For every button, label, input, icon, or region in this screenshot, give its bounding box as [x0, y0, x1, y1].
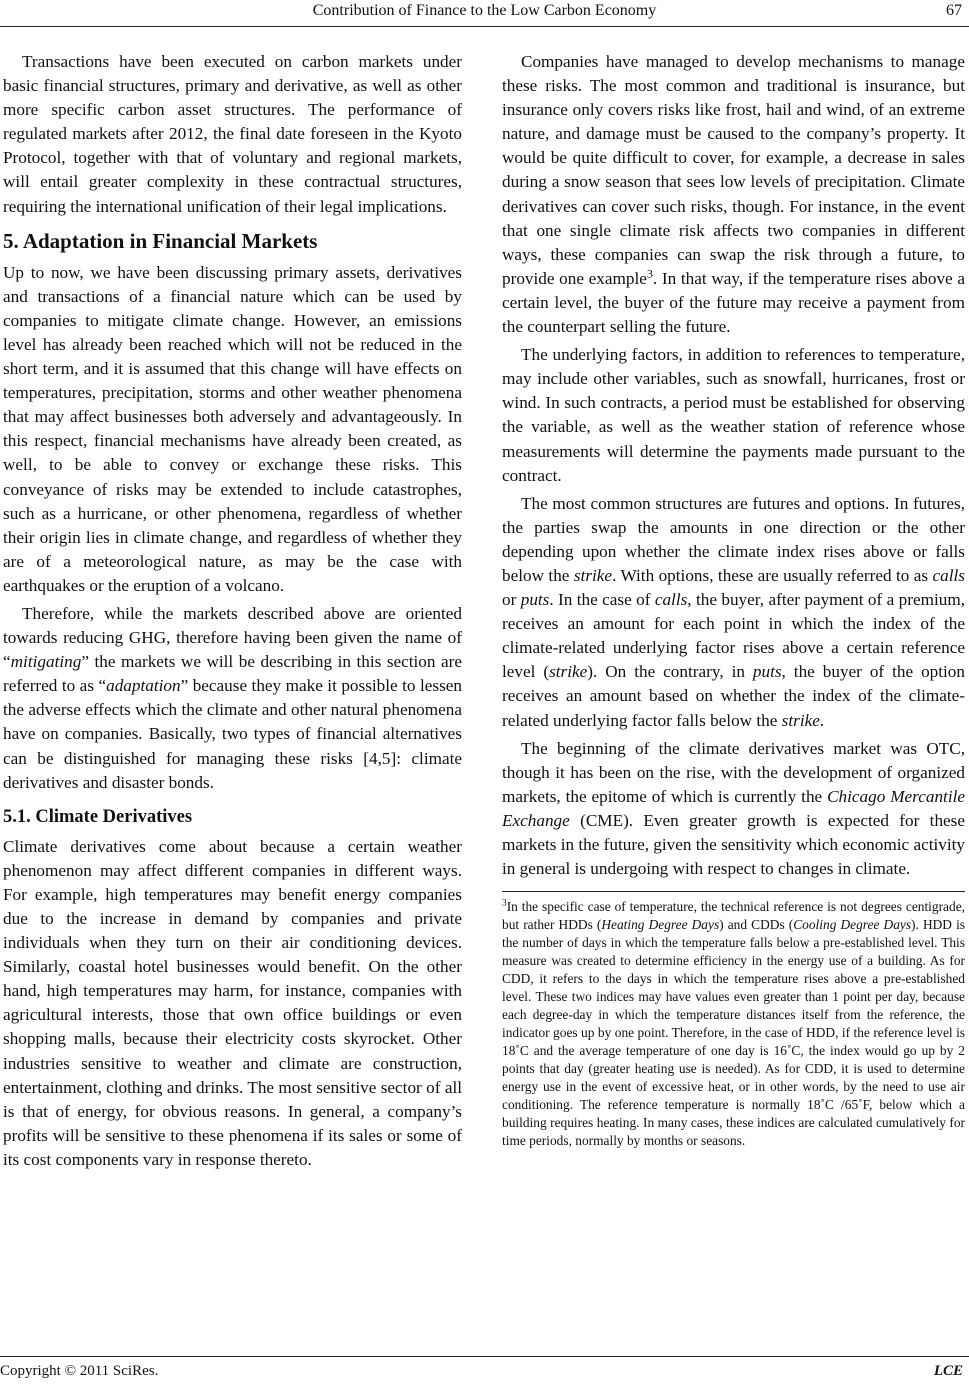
journal-abbreviation: LCE	[933, 1363, 963, 1379]
footnote-marker: 3	[502, 898, 507, 909]
paragraph-climate-derivatives: Climate derivatives come about because a certain weather phenomenon may affect different companies in different ways. For example, high temperatures may benefit energy companies due to the increase in demand by companies and private individuals when they turn on their air conditioning devices. Similarly, coastal hotel businesses would benefit. On the other hand, high temperatures may harm, for instance, companies with agricultural interests, those that own office buildings or even shopping malls, because their electricity costs skyrocket. Other industries sensitive to weather and climate are construction, entertainment, clothing and drinks. The most sensitive sector of all is that of energy, for obvious reasons. In general, a company’s profits will be sensitive to these phenomena if its sales or some of its cost components vary in response thereto.	[3, 836, 462, 1169]
footnote: $^3$In the specific case of temperature, the technical reference is not degrees centigrade, but rather HDDs (Heating Degree Days) and CDDs (Cooling Degree Days). HDD is the number of days in which the temperature falls below a pre-established level. This measure was created to determine efficiency in the energy use of a building. As for CDD, it refers to the days in which the temperature rises above a pre-established level. These two indices may have values even greater than 1 point per day, because each degree-day in which the temperature distances itself from the reference, the indicator goes up by one point. Therefore, in the case of HDD, if the reference level is 18˚C and the average temperature of one day is 16˚C, the index would go up by 2 points that day (greater heating use is needed). As for CDD, it is used to determine energy use in the event of excessive heat, or in other words, by the need to use air conditioning. The reference temperature is normally 18˚C /65˚F, below which a building requires heating. In many cases, these indices are calculated cumulatively for time periods, normally by months or seasons.	[502, 898, 966, 1149]
paragraph-carbon-markets: Transactions have been executed on carbon markets under basic financial structures, primary and derivative, as well as other more specific carbon asset structures. The performance of regulated markets after 2012, the final date foreseen in the Kyoto Protocol, together with that of voluntary and regional markets, will entail greater complexity in these contractual structures, requiring the international unification of their legal implications.	[3, 52, 462, 216]
footnote-reference[interactable]: 3	[646, 266, 653, 281]
paragraph-market-origins: The beginning of the climate derivatives market was OTC, though it has been on the rise, with the development of organized markets, the epitome of which is currently the Chicago Mercantile Exchange (CME). Even greater growth is expected for these markets in the future, given the sensitivity which economic activity in general is undergoing with respect to changes in climate.	[502, 738, 966, 879]
page-number: 67	[946, 2, 962, 19]
running-header	[0, 2, 969, 24]
paragraph-mitigating-vs-adaptation: Therefore, while the markets described above are oriented towards reducing GHG, therefore having been given the name of “mitigating” the markets we will be describing in this section are referred to as “adaptation” because they make it possible to lessen the adverse effects which the climate and other natural phenomena have on companies. Basically, two types of financial alternatives can be distinguished for managing these risks [4,5]: climate derivatives and disaster bonds.	[3, 603, 462, 792]
paragraph-futures-options: The most common structures are futures and options. In futures, the parties swap the amounts in one direction or the other depending upon whether the climate index rises above or falls below the strike. With options, these are usually referred to as calls or puts. In the case of calls, the buyer, after payment of a premium, receives an amount for each point in which the index of the climate-related underlying factor rises above a certain reference level (strike). On the contrary, in puts, the buyer of the option receives an amount based on whether the index of the climate-related underlying factor falls below the strike.	[502, 493, 966, 730]
subsection-heading: 5.1. Climate Derivatives	[3, 806, 193, 827]
left-column	[3, 50, 462, 1172]
footer-rule	[0, 1356, 969, 1357]
paragraph-adaptation-intro: Up to now, we have been discussing primary assets, derivatives and transactions of a financial nature which can be used by companies to mitigate climate change. However, an emissions level has already been reached which will not be reduced in the short term, and it is assumed that this change will have effects on temperatures, precipitation, storms and other weather phenomena that may affect businesses both adversely and advantageously. In this respect, financial mechanisms have already been created, as well, to be able to convey or exchange these risks. This conveyance of risks may be extended to include catastrophes, such as a hurricane, or other phenomena, regardless of whether their origin lies in climate change, and regardless of whether they are of a meteorological nature, as may be the case with earthquakes or the eruption of a volcano.	[3, 262, 462, 595]
paragraph-risk-management: Companies have managed to develop mechanisms to manage these risks. The most common and traditional is insurance, but insurance only covers risks like frost, hail and wind, of an extreme nature, and damage must be caused to the company’s property. It would be quite difficult to cover, for example, a decrease in sales during a snow season that sees low levels of precipitation. Climate derivatives can cover such risks, though. For instance, in the event that one single climate risk affects two companies in different ways, these companies can swap the risk through a future, to provide one example$^3$. In that way, if the temperature rises above a certain level, the buyer of the future may receive a payment from the counterpart selling the future.	[502, 52, 965, 337]
running-title: Contribution of Finance to the Low Carbon Economy	[312, 2, 657, 19]
right-column	[502, 50, 965, 1150]
copyright-notice: Copyright © 2011 SciRes.	[0, 1363, 159, 1379]
footnote-rule	[502, 891, 965, 892]
paragraph-underlying-factors: The underlying factors, in addition to references to temperature, may include other variables, such as snowfall, hurricanes, frost or wind. In such contracts, a period must be established for observing the variable, as well as the weather station of reference whose measurements will determine the payments made pursuant to the contract.	[502, 345, 965, 485]
header-rule	[0, 26, 969, 27]
section-heading: 5. Adaptation in Financial Markets	[3, 228, 318, 253]
